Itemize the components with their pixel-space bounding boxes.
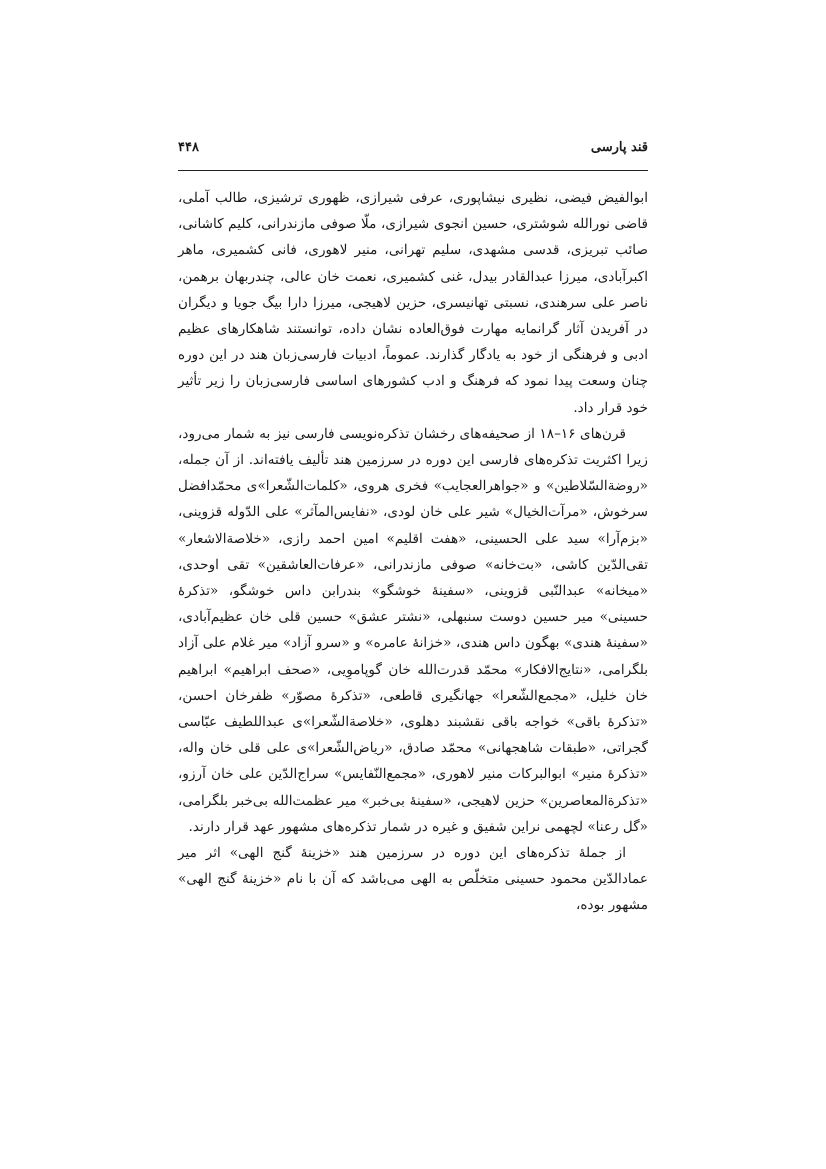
journal-title: قند پارسی	[590, 140, 648, 155]
paragraph-khazina: از جملهٔ تذکره‌های این دوره در سرزمین هند «خزینهٔ گنج الهی» اثر میر عمادالدّین محمود حسینی متخلّص به الهی می‌باشد که آن با نام «خزینهٔ گنج الهی» مشهور بوده،	[178, 845, 648, 914]
paragraph-tazkiras: قرن‌های ۱۶–۱۸ از صحیفه‌های رخشان تذکره‌نویسی فارسی نیز به شمار می‌رود، زیرا اکثریت تذکره‌های فارسی این دوره در سرزمین هند تألیف یافته‌اند. از آن جمله، «روضة‌السّلاطین» و «جواهرالعجایب» فخری هروی، «کلمات‌الشّعرا»ی محمّدافضل سرخوش، «مرآت‌الخیال» شیر علی خان لودی، «نفایس‌المآثر» علی الدّوله قزوینی، «بزم‌آرا» سید علی الحسینی، «هفت اقلیم» امین احمد رازی، «خلاصة‌الاشعار» تقی‌الدّین کاشی، «بت‌خانه» صوفی مازندرانی، «عرفات‌العاشقین» تقی اوحدی، «میخانه» عبدالنّبی قزوینی، «سفینهٔ خوشگو» بندرابن داس خوشگو، «تذکرهٔ حسینی» میر حسین دوست سنبهلی، «نشتر عشق» حسین قلی خان عظیم‌آبادی، «سفینهٔ هندی» بهگون داس هندی، «خزانهٔ عامره» و «سرو آزاد» میر غلام علی آزاد بلگرامی، «نتایج‌الافکار» محمّد قدرت‌الله خان گوپاموِیی، «صحف ابراهیم» ابراهیم خان خلیل، «مجمع‌الشّعرا» جهانگیری قاطعی، «تذکرهٔ مصوّر» ظفرخان احسن، «تذکرهٔ باقی» خواجه باقی نقشبند دهلوی، «خلاصة‌الشّعرا»ی عبداللطیف عبّاسی گجراتی، «طبقات شاهجهانی» محمّد صادق، «ریاض‌الشّعرا»ی علی قلی خان واله، «تذکرهٔ منیر» ابوالبرکات منیر لاهوری، «مجمع‌النّفایس» سراج‌الدّین علی خان آرزو، «تذکرة‌المعاصرین» حزین لاهیجی، «سفینهٔ بی‌خبر» میر عظمت‌الله بی‌خبر بلگرامی، «گل رعنا» لچهمی نراین شفیق و غیره در شمار تذکره‌های مشهور عهد قرار دارند.	[178, 425, 648, 835]
paragraph-poets: ابوالفیض فیضی، نظیری نیشاپوری، عرفی شیرازی، ظهوری ترشیزی، طالب آملی، قاضی نورالله شوشتری، حسین انجوی شیرازی، ملّا صوفی مازندرانی، کلیم کاشانی، صائب تبریزی، قدسی مشهدی، سلیم تهرانی، منیر لاهوری، فانی کشمیری، ماهر اکبرآبادی، میرزا عبدالقادر بیدل، غنی کشمیری، نعمت خان عالی، چندربهان برهمن، ناصر علی سرهندی، نسبتی تهانیسری، حزین لاهیجی، میرزا دارا بیگ جویا و دیگران در آفریدن آثار گرانمایه مهارت فوق‌العاده نشان داده، توانستند شاهکارهای عظیم ادبی و فرهنگی از خود به یادگار گذارند. عموماً، ادبیات فارسی‌زبان هند در این دوره چنان وسعت پیدا نمود که فرهنگ و ادب کشورهای اساسی فارسی‌زبان را زیر تأثیر خود قرار داد.	[178, 190, 648, 416]
page-number: ۴۴۸	[178, 140, 199, 155]
body-text	[178, 185, 648, 919]
running-head	[178, 140, 648, 166]
book-page	[178, 140, 648, 919]
header-rule	[178, 170, 648, 171]
